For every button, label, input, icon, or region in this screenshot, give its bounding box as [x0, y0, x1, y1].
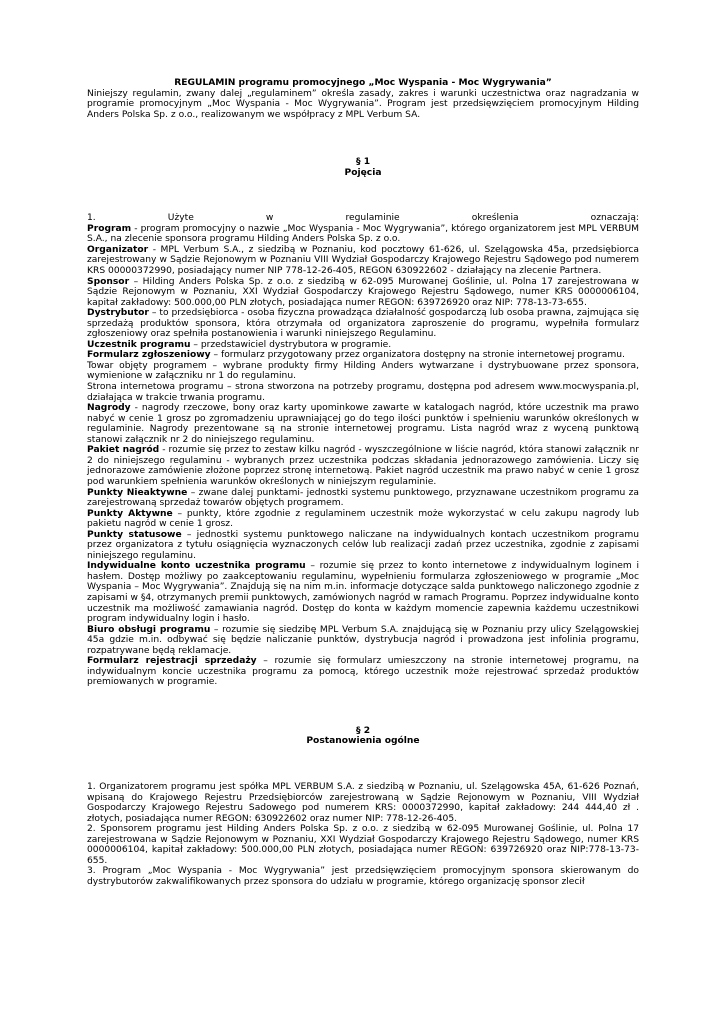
definition-item — [87, 530, 639, 562]
section-2-number: § 2 — [355, 725, 371, 736]
definition-term: Punkty statusowe — [87, 529, 182, 540]
definitions-lead: 1. Użyte w regulaminie określenia oznaczają: — [87, 213, 639, 224]
document-title: REGULAMIN programu promocyjnego „Moc Wyspania - Moc Wygrywania” — [174, 78, 552, 88]
definition-item — [87, 488, 639, 509]
definition-term: Sponsor — [87, 276, 130, 287]
definition-item — [87, 350, 639, 361]
definition-text: Strona internetowa programu – strona stworzona na potrzeby programu, dostępna pod adresem www.mocwyspania.pl, działająca w trakcie trwania programu. — [87, 382, 639, 403]
definition-item — [87, 509, 639, 530]
section-2-header — [87, 726, 639, 747]
definition-text: - rozumie się przez to zestaw kilku nagród - wyszczególnione w liście nagród, która stanowi załącznik nr 2 do niniejszego regulaminu - wybranych przez uczestnika podczas składania jednorazowego zamówienia. Liczy się jednorazowe zamówienie złożone poprzez stronę internetową. Pakiet nagród uczestnik ma prawo nabyć w cenie 1 grosz pod warunkiem spełnienia warunków określonych w niniejszym regulaminie. — [87, 445, 639, 487]
definition-term: Pakiet nagród — [87, 445, 160, 456]
definition-term: Punkty Aktywne — [87, 508, 173, 519]
definitions-list — [87, 224, 639, 688]
definition-term: Indywidualne konto uczestnika programu — [87, 561, 306, 572]
section-2-body — [87, 782, 639, 887]
section-1-body — [87, 213, 639, 688]
definition-item — [87, 656, 639, 688]
definition-text: – punkty, które zgodnie z regulaminem uczestnik może wykorzystać w celu zakupu nagrody lub pakietu nagród w cenie 1 grosz. — [87, 508, 639, 530]
definition-text: Towar objęty programem – wybrane produkty firmy Hilding Anders wytwarzane i dystrybuowane przez sponsora, wymienione w załączniku nr 1 do regulaminu. — [87, 360, 639, 382]
definition-text: – to przedsiębiorca - osoba fizyczna prowadząca działalność gospodarczą lub osoba prawna, zajmująca się sprzedażą produktów sponsora, która otrzymała od organizatora zaproszenie do programu, wypełniła formularz zgłoszeniowy oraz spełniła postanowienia i warunki niniejszego Regulaminu. — [87, 308, 639, 340]
definition-text: - nagrody rzeczowe, bony oraz karty upominkowe zawarte w katalogach nagród, które uczestnik ma prawo nabyć w cenie 1 grosz po zgromadzeniu uprawniającej go do tego ilości punktów i spełnieniu warunków określonych w regulaminie. Nagrody prezentowane są na stronie internetowej programu. Lista nagród wraz z wyceną punktową stanowi załącznik nr 2 do niniejszego regulaminu. — [87, 403, 639, 445]
definition-text: – rozumie się formularz umieszczony na stronie internetowej programu, na indywidualnym koncie uczestnika programu za pomocą, którego uczestnik może rejestrować sprzedaż produktów premiowanych w programie. — [87, 656, 639, 688]
section-2-heading: Postanowienia ogólne — [306, 736, 420, 747]
section-1-header — [87, 157, 639, 178]
definition-term: Organizator — [87, 244, 149, 255]
general-provision-3: 3. Program „Moc Wyspania - Moc Wygrywania” jest przedsięwzięciem promocyjnym sponsora skierowanym do dystrybutorów zakwalifikowanych przez sponsora do udziału w programie, którego organizację sponsor zlecił — [87, 866, 639, 887]
definition-text: - program promocyjny o nazwie „Moc Wyspania - Moc Wygrywania”, którego organizatorem jest MPL VERBUM S.A., na zlecenie sponsora programu Hilding Anders Polska Sp. z o.o. — [87, 223, 639, 245]
definition-text: – jednostki systemu punktowego naliczane na indywidualnych kontach uczestnikom programu przez organizatora z tytułu osiągnięcia wyznaczonych celów lub realizacji zadań przez uczestnika, zgodnie z zapisami niniejszego regulaminu. — [87, 529, 639, 561]
definition-item — [87, 340, 639, 351]
definition-item — [87, 625, 639, 657]
definition-term: Dystrybutor — [87, 308, 149, 319]
general-provision-2: 2. Sponsorem programu jest Hilding Anders Polska Sp. z o.o. z siedzibą w 62-095 Murowanej Goślinie, ul. Polna 17 zarejestrowana w Sądzie Rejonowym w Poznaniu, XXI Wydział Gospodarczy Krajowego Rejestru Sądowego, numer KRS 0000006104, kapitał zakładowy: 500.000,00 PLN złotych, posiadająca numer REGON: 639726920 oraz NIP:778-13-73-655. — [87, 824, 639, 866]
definition-term: Program — [87, 223, 132, 234]
definition-item — [87, 445, 639, 487]
definition-item — [87, 224, 639, 245]
definition-item — [87, 403, 639, 445]
definition-item — [87, 308, 639, 340]
definition-text: – rozumie się przez to konto internetowe z indywidualnym loginem i hasłem. Dostęp możliwy po zaakceptowaniu regulaminu, wypełnieniu formularza zgłoszeniowego w programie „Moc Wyspania – Moc Wygrywania”. Znajdują się na nim m.in. informacje dotyczące salda punktowego naliczonego zgodnie z zapisami w §4, otrzymanych premii punktowych, zamówionych nagród w ramach Programu. Poprzez indywidualne konto uczestnik ma możliwość zamawiania nagród. Dostęp do konta w każdym momencie zapewnia każdemu uczestnikowi program indywidualny login i hasło. — [87, 561, 639, 625]
definition-text: – przedstawiciel dystrybutora w programie. — [190, 339, 392, 350]
definition-text: – formularz przygotowany przez organizatora dostępny na stronie internetowej programu. — [210, 350, 625, 361]
definition-item — [87, 382, 639, 403]
definition-text: – Hilding Anders Polska Sp. z o.o. z siedzibą w 62-095 Murowanej Goślinie, ul. Polna 17 zarejestrowana w Sądzie Rejonowym w Poznaniu, XXI Wydział Gospodarczy Krajowego Rejestru Sądowego, numer KRS 0000006104, kapitał zakładowy: 500.000,00 PLN złotych, posiadająca numer REGON: 639726920 oraz NIP: 778-13-73-655. — [87, 276, 639, 308]
definition-text: – zwane dalej punktami- jednostki systemu punktowego, przyznawane uczestnikom programu za zarejestrowaną sprzedaż towarów objętych programem. — [87, 487, 640, 509]
definition-term: Punkty Nieaktywne — [87, 487, 188, 498]
general-provision-1: 1. Organizatorem programu jest spółka MPL VERBUM S.A. z siedzibą w Poznaniu, ul. Szelągowska 45A, 61-626 Poznań, wpisaną do Krajowego Rejestru Przedsiębiorców zarejestrowaną w Sądzie Rejonowym w Poznaniu, VIII Wydział Gospodarczy Krajowego Rejestru Sadowego pod numerem KRS: 0000372990, kapitał zakładowy: 244 444,40 zł . złotych, posiadająca numer REGON: 630922602 oraz numer NIP: 778-12-26-405. — [87, 781, 639, 824]
definition-text: – rozumie się siedzibę MPL Verbum S.A. znajdującą się w Poznaniu przy ulicy Szelągowskiej 45a gdzie m.in. odbywać się będzie naliczanie punktów, dystrybucja nagród i prowadzona jest infolinia programu, rozpatrywane będą reklamacje. — [87, 624, 639, 656]
definition-term: Biuro obsługi programu — [87, 624, 211, 635]
definition-item — [87, 361, 639, 382]
definition-item — [87, 245, 639, 277]
section-1-heading: Pojęcia — [344, 167, 382, 178]
intro-paragraph: Niniejszy regulamin, zwany dalej „regulaminem” określa zasady, zakres i warunki uczestnictwa oraz nagradzania w programie promocyjnym „Moc Wyspania - Moc Wygrywania”. Program jest przedsięwzięciem promocyjnym Hilding Anders Polska Sp. z o.o., realizowanym we współpracy z MPL Verbum SA. — [87, 88, 639, 120]
definition-text: - MPL Verbum S.A., z siedzibą w Poznaniu, kod pocztowy 61-626, ul. Szelągowska 45a, przedsiębiorca zarejestrowany w Sądzie Rejonowym w Poznaniu VIII Wydział Gospodarczy Krajowego Rejestru Sądowego pod numerem KRS 00000372990, posiadający numer NIP 778-12-26-405, REGON 630922602 - działający na zlecenie Partnera. — [87, 244, 639, 277]
document-page — [87, 78, 639, 887]
definition-item — [87, 561, 639, 624]
definition-term: Nagrody — [87, 403, 131, 414]
definition-item — [87, 277, 639, 309]
definition-term: Formularz rejestracji sprzedaży — [87, 656, 257, 667]
definition-term: Uczestnik programu — [87, 339, 191, 350]
definition-term: Formularz zgłoszeniowy — [87, 350, 211, 361]
section-1-number: § 1 — [355, 157, 371, 168]
